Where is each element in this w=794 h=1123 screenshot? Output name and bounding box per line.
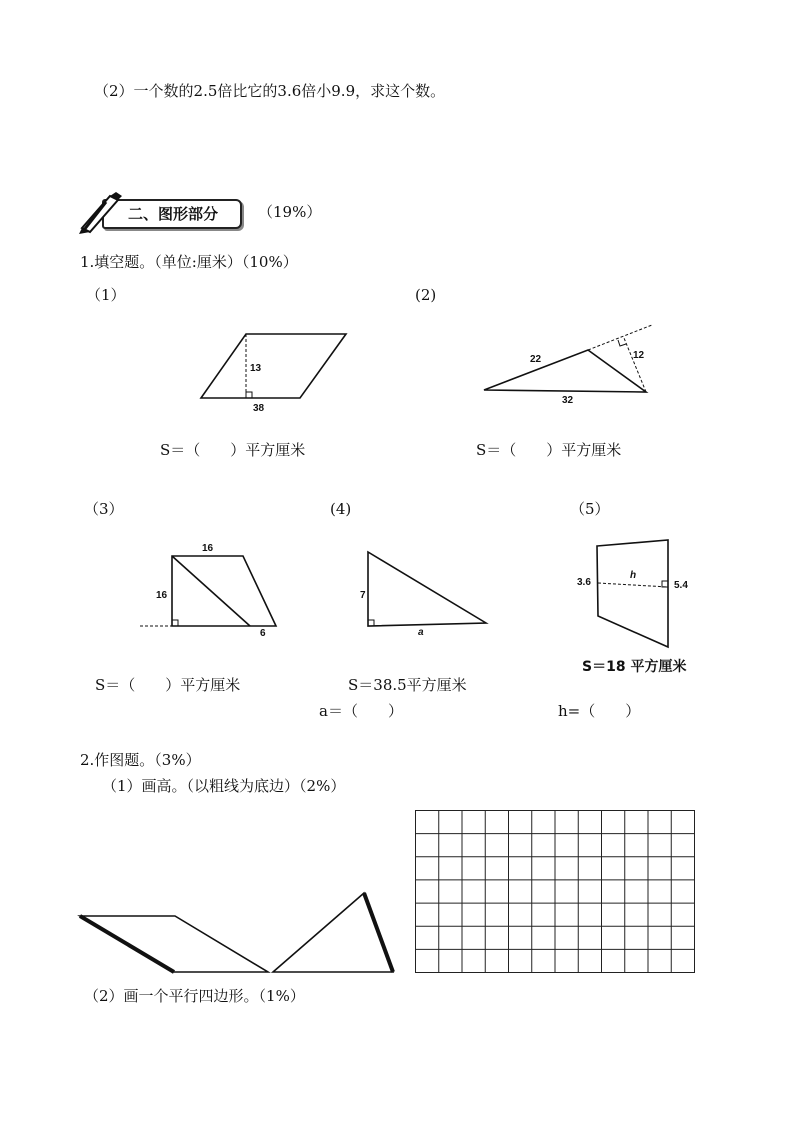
figure-4-right-triangle xyxy=(368,552,486,626)
p4-given: S＝38.5平方厘米 xyxy=(348,676,467,694)
fill-heading: 1.填空题。（单位:厘米）（10%） xyxy=(80,253,298,271)
section-percent: （19%） xyxy=(258,203,322,221)
p5-left-label: 3.6 xyxy=(577,577,591,588)
problem-4-tag: (4) xyxy=(330,500,352,518)
draw-sub2: （2）画一个平行四边形。（1%） xyxy=(84,987,305,1005)
draw-triangle xyxy=(273,893,393,972)
p5-mid-label: h xyxy=(630,570,637,581)
drawing-grid[interactable] xyxy=(415,810,695,973)
p5-given: S＝18 平方厘米 xyxy=(582,659,687,675)
p2-answer: S＝（ ）平方厘米 xyxy=(476,441,622,459)
p5-answer: h=（ ） xyxy=(558,702,641,720)
figure-2-triangle xyxy=(484,325,652,392)
p5-right-label: 5.4 xyxy=(674,580,688,591)
p4-answer: a＝（ ） xyxy=(319,702,403,720)
figure-5-trapezoid xyxy=(597,540,668,647)
p4-height-label: 7 xyxy=(360,590,366,601)
p2-side-label: 22 xyxy=(530,354,542,365)
figure-1-parallelogram xyxy=(201,334,346,398)
p3-answer: S＝（ ）平方厘米 xyxy=(95,676,241,694)
p3-top-label: 16 xyxy=(202,543,214,554)
p3-height-label: 16 xyxy=(156,590,168,601)
problem-1-tag: （1） xyxy=(86,286,126,304)
p1-base-label: 38 xyxy=(253,403,265,414)
problem-5-tag: （5） xyxy=(570,500,610,518)
p3-ext-label: 6 xyxy=(260,628,266,639)
draw-sub1: （1）画高。（以粗线为底边）（2%） xyxy=(102,777,346,795)
problem-2-tag: (2) xyxy=(415,286,437,304)
question-2-text: （2）一个数的2.5倍比它的3.6倍小9.9，求这个数。 xyxy=(94,82,446,100)
p4-base-label: a xyxy=(418,627,424,638)
draw-heading: 2.作图题。（3%） xyxy=(80,751,201,769)
p2-height-label: 12 xyxy=(633,350,645,361)
p2-base-label: 32 xyxy=(562,395,574,406)
section-title: 二、图形部分 xyxy=(128,205,219,223)
p1-answer: S＝（ ）平方厘米 xyxy=(160,441,306,459)
draw-parallelogram xyxy=(80,916,268,972)
p1-height-label: 13 xyxy=(250,363,262,374)
problem-3-tag: （3） xyxy=(84,500,124,518)
